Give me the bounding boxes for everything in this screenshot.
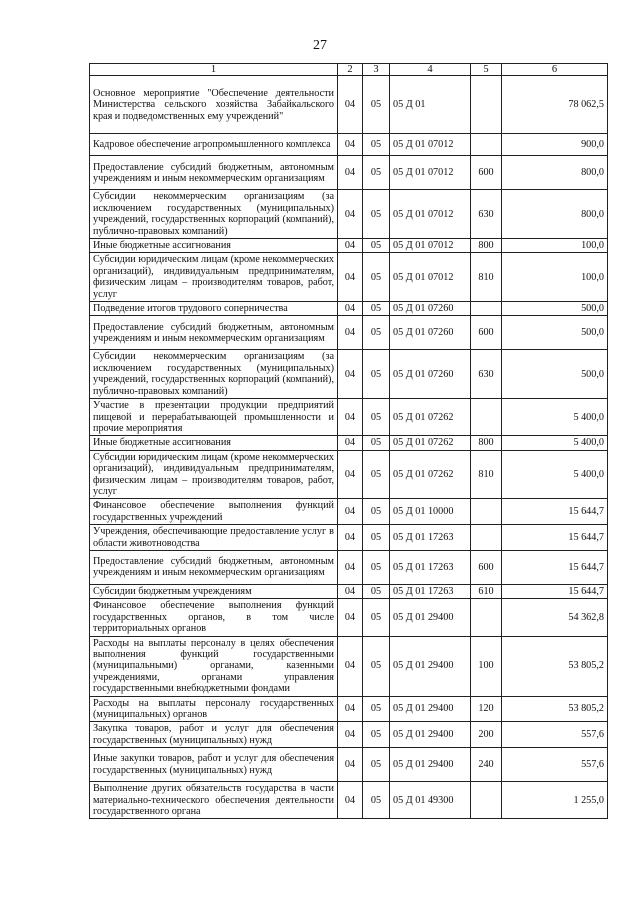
target-article-code: 05 Д 01 17263 [390,525,471,551]
section-code: 04 [338,525,363,551]
amount: 15 644,7 [502,584,608,598]
item-name: Расходы на выплаты персоналу государственных (муниципальных) органов [90,696,338,722]
amount: 78 062,5 [502,76,608,134]
expense-type-code: 240 [471,748,502,782]
target-article-code: 05 Д 01 29400 [390,599,471,636]
item-name: Иные закупки товаров, работ и услуг для обеспечения государственных (муниципальных) нужд [90,748,338,782]
section-code: 04 [338,599,363,636]
expense-type-code: 600 [471,156,502,190]
section-code: 04 [338,156,363,190]
table-row [90,550,608,584]
table-row [90,253,608,302]
table-row [90,599,608,636]
target-article-code: 05 Д 01 49300 [390,782,471,819]
item-name: Финансовое обеспечение выполнения функций государственных учреждений [90,499,338,525]
table-row [90,748,608,782]
item-name: Учреждения, обеспечивающие предоставление услуг в области животноводства [90,525,338,551]
section-code: 04 [338,550,363,584]
subsection-code: 05 [363,350,390,399]
page-number: 27 [313,38,327,53]
column-header: 6 [502,64,608,76]
amount: 800,0 [502,156,608,190]
amount: 800,0 [502,190,608,239]
target-article-code: 05 Д 01 07260 [390,350,471,399]
expense-type-code [471,599,502,636]
expense-type-code: 810 [471,253,502,302]
amount: 53 805,2 [502,696,608,722]
item-name: Закупка товаров, работ и услуг для обеспечения государственных (муниципальных) нужд [90,722,338,748]
target-article-code: 05 Д 01 17263 [390,584,471,598]
subsection-code: 05 [363,499,390,525]
subsection-code: 05 [363,239,390,253]
amount: 1 255,0 [502,782,608,819]
subsection-code: 05 [363,550,390,584]
target-article-code: 05 Д 01 07012 [390,190,471,239]
table-row [90,722,608,748]
table-row [90,436,608,450]
section-code: 04 [338,399,363,436]
section-code: 04 [338,584,363,598]
amount: 900,0 [502,134,608,156]
item-name: Иные бюджетные ассигнования [90,239,338,253]
target-article-code: 05 Д 01 29400 [390,748,471,782]
amount: 15 644,7 [502,525,608,551]
target-article-code: 05 Д 01 10000 [390,499,471,525]
section-code: 04 [338,239,363,253]
amount: 5 400,0 [502,450,608,499]
section-code: 04 [338,76,363,134]
table-header-row [90,64,608,76]
expense-type-code: 800 [471,239,502,253]
section-code: 04 [338,748,363,782]
amount: 100,0 [502,253,608,302]
expense-type-code [471,302,502,316]
subsection-code: 05 [363,190,390,239]
subsection-code: 05 [363,156,390,190]
item-name: Предоставление субсидий бюджетным, автономным учреждениям и иным некоммерческим организациям [90,316,338,350]
column-header: 3 [363,64,390,76]
subsection-code: 05 [363,253,390,302]
expense-type-code: 100 [471,636,502,696]
subsection-code: 05 [363,399,390,436]
target-article-code: 05 Д 01 07262 [390,436,471,450]
table-row [90,316,608,350]
table-row [90,525,608,551]
target-article-code: 05 Д 01 07262 [390,399,471,436]
target-article-code: 05 Д 01 07012 [390,253,471,302]
section-code: 04 [338,316,363,350]
expense-type-code [471,76,502,134]
expense-type-code [471,525,502,551]
target-article-code: 05 Д 01 07260 [390,302,471,316]
item-name: Субсидии юридическим лицам (кроме некоммерческих организаций), индивидуальным предпринимателям, физическим лицам – производителям товаров, работ, услуг [90,253,338,302]
target-article-code: 05 Д 01 07012 [390,134,471,156]
section-code: 04 [338,696,363,722]
target-article-code: 05 Д 01 [390,76,471,134]
target-article-code: 05 Д 01 29400 [390,636,471,696]
table-row [90,239,608,253]
section-code: 04 [338,722,363,748]
table-row [90,76,608,134]
subsection-code: 05 [363,316,390,350]
expense-type-code: 120 [471,696,502,722]
expense-type-code [471,134,502,156]
target-article-code: 05 Д 01 29400 [390,696,471,722]
column-header: 2 [338,64,363,76]
section-code: 04 [338,499,363,525]
subsection-code: 05 [363,748,390,782]
item-name: Финансовое обеспечение выполнения функций государственных органов, в том числе территориальных органов [90,599,338,636]
table-row [90,450,608,499]
subsection-code: 05 [363,696,390,722]
item-name: Подведение итогов трудового соперничества [90,302,338,316]
expense-type-code: 600 [471,550,502,584]
column-header: 5 [471,64,502,76]
amount: 500,0 [502,316,608,350]
column-header: 1 [90,64,338,76]
amount: 53 805,2 [502,636,608,696]
table-row [90,696,608,722]
item-name: Основное мероприятие "Обеспечение деятельности Министерства сельского хозяйства Забайкальского края и подведомственных ему учреждений" [90,76,338,134]
section-code: 04 [338,436,363,450]
item-name: Расходы на выплаты персоналу в целях обеспечения выполнения функций государственными (муниципальными) органами, казенными учреждениями, органами управления государственными внебюджетными фондами [90,636,338,696]
subsection-code: 05 [363,302,390,316]
item-name: Предоставление субсидий бюджетным, автономным учреждениям и иным некоммерческим организациям [90,156,338,190]
expense-type-code: 630 [471,190,502,239]
expense-type-code: 610 [471,584,502,598]
amount: 15 644,7 [502,499,608,525]
subsection-code: 05 [363,636,390,696]
expense-type-code [471,782,502,819]
section-code: 04 [338,636,363,696]
table-row [90,134,608,156]
item-name: Субсидии некоммерческим организациям (за исключением государственных (муниципальных) учреждений, государственных корпораций (компаний), публично-правовых компаний) [90,190,338,239]
target-article-code: 05 Д 01 07012 [390,156,471,190]
section-code: 04 [338,450,363,499]
item-name: Субсидии некоммерческим организациям (за исключением государственных (муниципальных) учреждений, государственных корпораций (компаний), публично-правовых компаний) [90,350,338,399]
section-code: 04 [338,190,363,239]
item-name: Иные бюджетные ассигнования [90,436,338,450]
table-row [90,350,608,399]
expense-type-code: 630 [471,350,502,399]
amount: 557,6 [502,722,608,748]
column-header: 4 [390,64,471,76]
subsection-code: 05 [363,134,390,156]
expense-type-code: 600 [471,316,502,350]
target-article-code: 05 Д 01 07262 [390,450,471,499]
item-name: Субсидии бюджетным учреждениям [90,584,338,598]
target-article-code: 05 Д 01 07260 [390,316,471,350]
table-row [90,156,608,190]
item-name: Предоставление субсидий бюджетным, автономным учреждениям и иным некоммерческим организациям [90,550,338,584]
table-row [90,399,608,436]
amount: 15 644,7 [502,550,608,584]
subsection-code: 05 [363,782,390,819]
section-code: 04 [338,253,363,302]
section-code: 04 [338,134,363,156]
table-row [90,584,608,598]
subsection-code: 05 [363,450,390,499]
item-name: Выполнение других обязательств государства в части материально-технического обеспечения деятельности государственного органа [90,782,338,819]
amount: 5 400,0 [502,436,608,450]
amount: 100,0 [502,239,608,253]
target-article-code: 05 Д 01 17263 [390,550,471,584]
subsection-code: 05 [363,599,390,636]
table-row [90,302,608,316]
amount: 5 400,0 [502,399,608,436]
target-article-code: 05 Д 01 07012 [390,239,471,253]
subsection-code: 05 [363,584,390,598]
subsection-code: 05 [363,525,390,551]
table-row [90,499,608,525]
amount: 54 362,8 [502,599,608,636]
expense-type-code: 200 [471,722,502,748]
table-row [90,782,608,819]
table-row [90,636,608,696]
item-name: Кадровое обеспечение агропромышленного комплекса [90,134,338,156]
section-code: 04 [338,302,363,316]
section-code: 04 [338,782,363,819]
subsection-code: 05 [363,436,390,450]
item-name: Участие в презентации продукции предприятий пищевой и перерабатывающей промышленности и прочие мероприятия [90,399,338,436]
target-article-code: 05 Д 01 29400 [390,722,471,748]
subsection-code: 05 [363,722,390,748]
amount: 500,0 [502,302,608,316]
expense-type-code [471,399,502,436]
amount: 557,6 [502,748,608,782]
expense-type-code [471,499,502,525]
section-code: 04 [338,350,363,399]
expense-type-code: 810 [471,450,502,499]
item-name: Субсидии юридическим лицам (кроме некоммерческих организаций), индивидуальным предпринимателям, физическим лицам – производителям товаров, работ, услуг [90,450,338,499]
expense-type-code: 800 [471,436,502,450]
amount: 500,0 [502,350,608,399]
table-row [90,190,608,239]
budget-table [89,63,608,819]
subsection-code: 05 [363,76,390,134]
